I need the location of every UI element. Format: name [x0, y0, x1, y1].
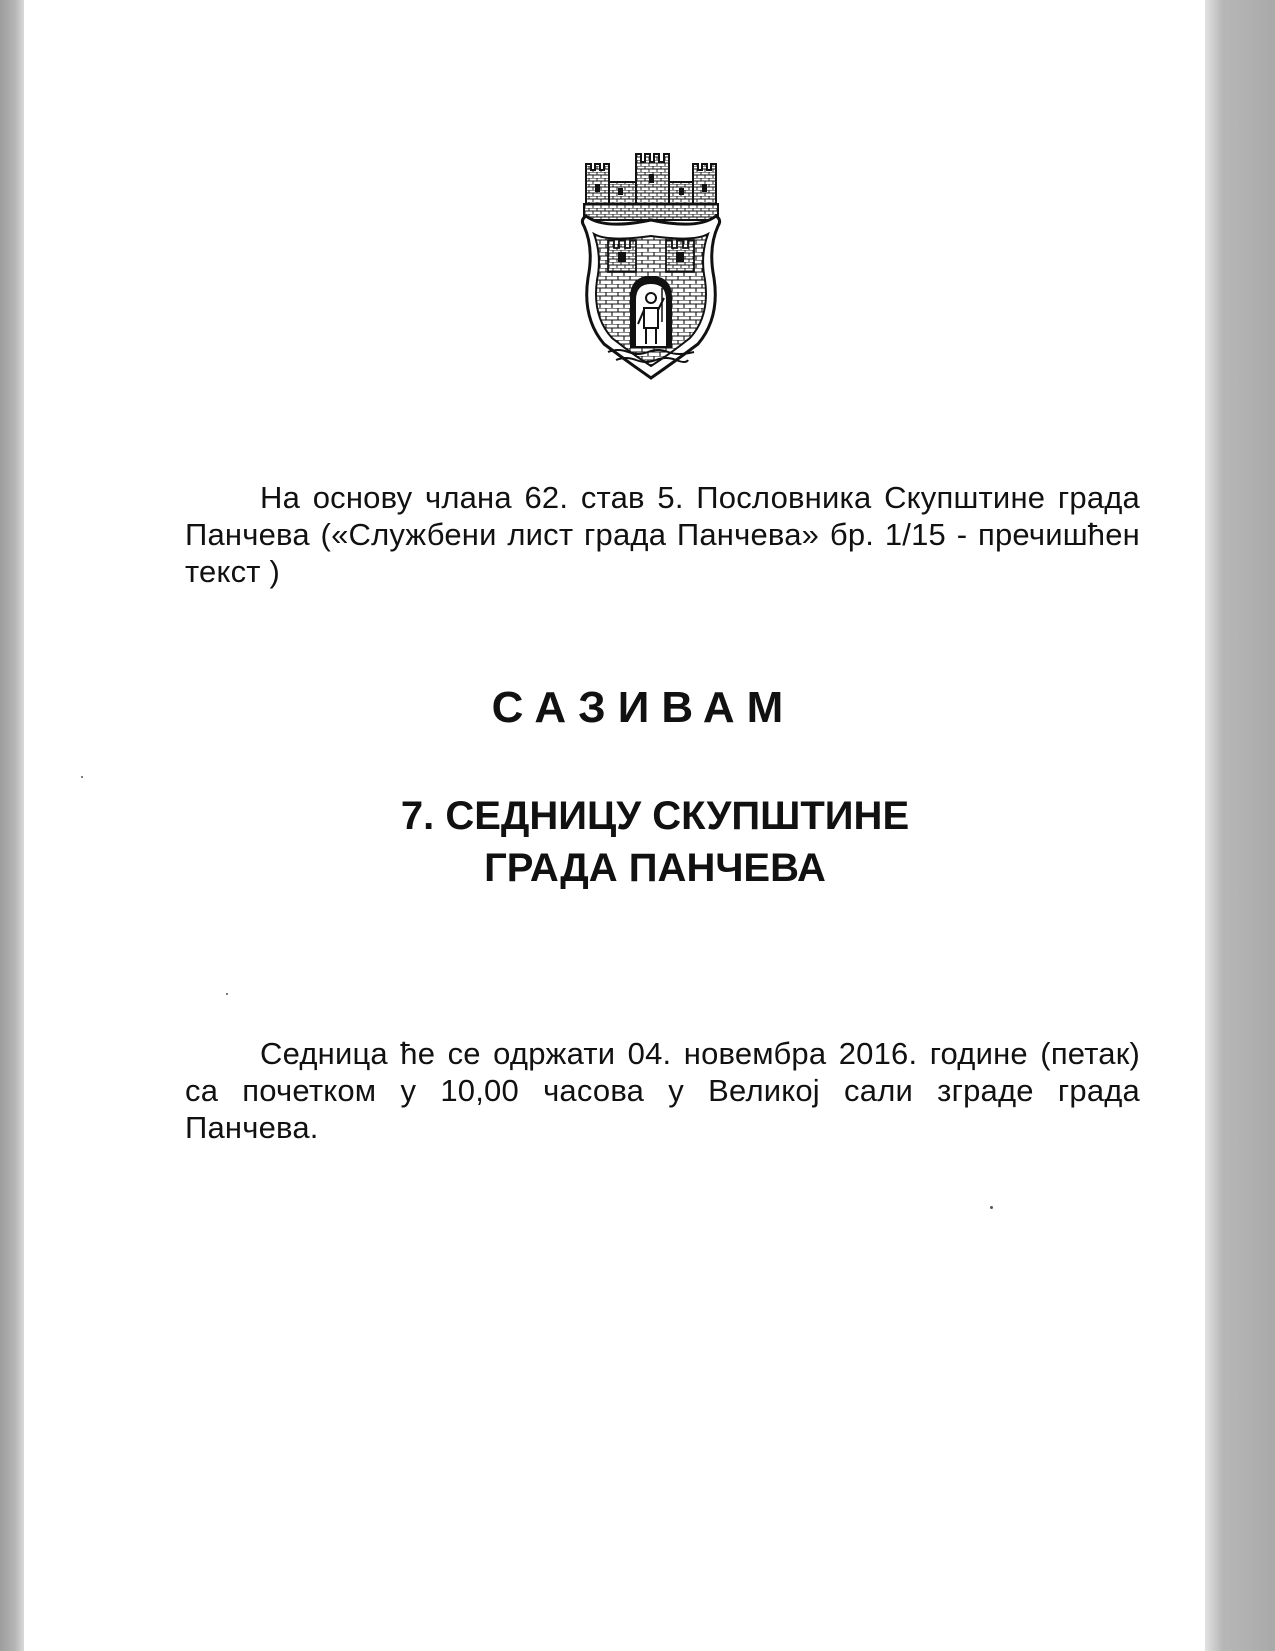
- session-title-line-2: ГРАДА ПАНЧЕВА: [484, 846, 826, 890]
- scan-speck: [990, 1206, 993, 1209]
- legal-basis-paragraph: На основу члана 62. став 5. Пословника Скупштине града Панчева («Службени лист града Панчева» бр. 1/15 - пречишћен текст ): [185, 480, 1140, 589]
- scan-speck: [226, 993, 228, 995]
- session-title: [0, 790, 1275, 894]
- session-title-line-1: 7. СЕДНИЦУ СКУПШТИНЕ: [400, 794, 910, 838]
- pancevo-coat-of-arms-icon: [578, 148, 724, 398]
- scan-speck: [81, 776, 83, 778]
- document-heading-convene: САЗИВАМ: [491, 683, 796, 732]
- session-details-paragraph: Седница ће се одржати 04. новембра 2016. године (петак) са почетком у 10,00 часова у Великој сали зграде града Панчева.: [185, 1036, 1140, 1145]
